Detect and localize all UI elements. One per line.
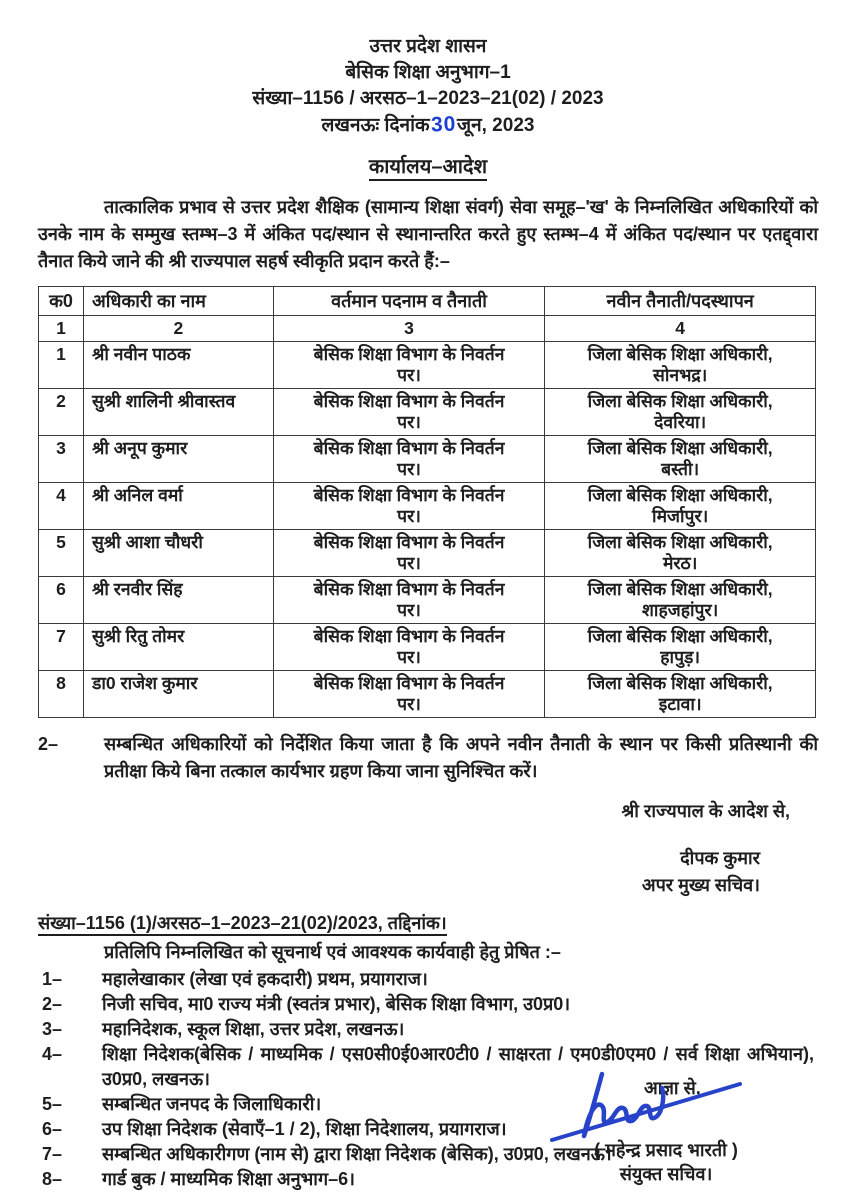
column-number-row — [39, 316, 816, 342]
ajna-se-line: आज्ञा से, — [644, 1078, 701, 1098]
list-item — [38, 1017, 818, 1042]
item-text: सम्बन्धित अधिकारीगण (नाम से) द्वारा शिक्षा निदेशक (बेसिक), उ0प्र0, लखनऊ। — [102, 1144, 612, 1164]
row-sn: 7 — [39, 624, 84, 671]
col-header-new: नवीन तैनाती/पदस्थापन — [545, 287, 816, 316]
colnum-4: 4 — [545, 316, 816, 342]
opening-paragraph: तात्कालिक प्रभाव से उत्तर प्रदेश शैक्षिक (सामान्य शिक्षा संवर्ग) सेवा समूह–'ख' के निम्नलिखित अधिकारियों को उनके नाम के सम्मुख स्तम्भ–3 में अंकित पद/स्थान से स्थानान्तरित करते हुए स्तम्भ–4 में अंकित पद/स्थान पर एतद्द्वारा तैनात किये जाने की श्री राज्यपाल सहर्ष स्वीकृति प्रदान करते हैं:– — [38, 197, 818, 271]
col-header-name: अधिकारी का नाम — [83, 287, 273, 316]
signatory-designation: अपर मुख्य सचिव। — [641, 875, 760, 895]
transfer-table — [38, 286, 816, 718]
joint-secretary-signature-block — [536, 1062, 796, 1182]
row-sn: 2 — [39, 389, 84, 436]
row-sn: 6 — [39, 577, 84, 624]
item-number: 3– — [42, 1019, 63, 1039]
new-posting: जिला बेसिक शिक्षा अधिकारी, हापुड़। — [545, 624, 816, 671]
handwritten-date: 30 — [430, 112, 457, 137]
row-sn: 1 — [39, 342, 84, 389]
new-posting: जिला बेसिक शिक्षा अधिकारी, मेरठ। — [545, 530, 816, 577]
new-posting: जिला बेसिक शिक्षा अधिकारी, शाहजहांपुर। — [545, 577, 816, 624]
list-item — [38, 967, 818, 992]
signatory-name: दीपक कुमार — [680, 848, 760, 868]
table-row — [39, 671, 816, 718]
item-number: 6– — [42, 1119, 63, 1139]
govt-name: उत्तर प्रदेश शासन — [369, 36, 487, 57]
table-row — [39, 577, 816, 624]
table-row — [39, 624, 816, 671]
officer-name: श्री अनिल वर्मा — [83, 483, 273, 530]
colnum-3: 3 — [273, 316, 545, 342]
table-row — [39, 530, 816, 577]
clause-2 — [38, 731, 818, 785]
table-header-row — [39, 287, 816, 316]
current-posting: बेसिक शिक्षा विभाग के निवर्तन पर। — [273, 342, 545, 389]
place-date-suffix: जून, 2023 — [456, 115, 535, 136]
document-header — [38, 34, 818, 139]
item-number: 1– — [42, 969, 63, 989]
row-sn: 3 — [39, 436, 84, 483]
by-order-line: श्री राज्यपाल के आदेश से, — [621, 801, 790, 821]
signatory-block — [38, 845, 818, 899]
table-row — [39, 389, 816, 436]
new-posting: जिला बेसिक शिक्षा अधिकारी, सोनभद्र। — [545, 342, 816, 389]
current-posting: बेसिक शिक्षा विभाग के निवर्तन पर। — [273, 577, 545, 624]
document-title: कार्यालय–आदेश — [38, 152, 818, 179]
current-posting: बेसिक शिक्षा विभाग के निवर्तन पर। — [273, 483, 545, 530]
officer-name: सुश्री शालिनी श्रीवास्तव — [83, 389, 273, 436]
officer-name: श्री रनवीर सिंह — [83, 577, 273, 624]
order-number: संख्या–1156 / अरसठ–1–2023–21(02) / 2023 — [252, 88, 604, 109]
row-sn: 5 — [39, 530, 84, 577]
row-sn: 8 — [39, 671, 84, 718]
place-date-line — [38, 112, 818, 139]
current-posting: बेसिक शिक्षा विभाग के निवर्तन पर। — [273, 530, 545, 577]
new-posting: जिला बेसिक शिक्षा अधिकारी, इटावा। — [545, 671, 816, 718]
current-posting: बेसिक शिक्षा विभाग के निवर्तन पर। — [273, 389, 545, 436]
item-text: निजी सचिव, मा0 राज्य मंत्री (स्वतंत्र प्रभार), बेसिक शिक्षा विभाग, उ0प्र0। — [102, 994, 571, 1014]
row-sn: 4 — [39, 483, 84, 530]
officer-name: सुश्री आशा चौधरी — [83, 530, 273, 577]
clause-2-number: 2– — [38, 734, 59, 754]
endorsement-ref: संख्या–1156 (1)/अरसठ–1–2023–21(02)/2023, तद्दिनांक। — [38, 911, 818, 935]
item-text: महानिदेशक, स्कूल शिक्षा, उत्तर प्रदेश, लखनऊ। — [102, 1019, 405, 1039]
col-header-sn: क0 — [39, 287, 84, 316]
item-number: 5– — [42, 1094, 63, 1114]
current-posting: बेसिक शिक्षा विभाग के निवर्तन पर। — [273, 671, 545, 718]
current-posting: बेसिक शिक्षा विभाग के निवर्तन पर। — [273, 436, 545, 483]
officer-name: श्री अनूप कुमार — [83, 436, 273, 483]
officer-name: श्री नवीन पाठक — [83, 342, 273, 389]
item-number: 8– — [42, 1169, 63, 1189]
col-header-current: वर्तमान पदनाम व तैनाती — [273, 287, 545, 316]
list-item — [38, 992, 818, 1017]
item-number: 4– — [42, 1044, 63, 1064]
place-date-prefix: लखनऊः दिनांक — [321, 115, 430, 136]
clause-2-text: सम्बन्धित अधिकारियों को निर्देशित किया जाता है कि अपने नवीन तैनाती के स्थान पर किसी प्रतिस्थानी की प्रतीक्षा किये बिना तत्काल कार्यभार ग्रहण किया जाना सुनिश्चित करें। — [104, 734, 818, 781]
table-row — [39, 483, 816, 530]
joint-secretary-name: ( महेन्द्र प्रसाद भारती ) — [594, 1140, 738, 1160]
colnum-1: 1 — [39, 316, 84, 342]
joint-secretary-designation: संयुक्त सचिव। — [619, 1164, 713, 1184]
new-posting: जिला बेसिक शिक्षा अधिकारी, बस्ती। — [545, 436, 816, 483]
item-number: 2– — [42, 994, 63, 1014]
copy-forward-line: प्रतिलिपि निम्नलिखित को सूचनार्थ एवं आवश्यक कार्यवाही हेतु प्रेषित :– — [104, 942, 561, 962]
table-row — [39, 342, 816, 389]
officer-name: डा0 राजेश कुमार — [83, 671, 273, 718]
section-name: बेसिक शिक्षा अनुभाग–1 — [345, 62, 511, 83]
item-text: शिक्षा निदेशक(बेसिक / माध्यमिक / एस0सी0ई0आर0टी0 / साक्षरता / एम0डी0एम0 / सर्व शिक्षा अभियान), उ0प्र0, लखनऊ। — [102, 1044, 814, 1089]
item-number: 7– — [42, 1144, 63, 1164]
item-text: महालेखाकार (लेखा एवं हकदारी) प्रथम, प्रयागराज। — [102, 969, 428, 989]
new-posting: जिला बेसिक शिक्षा अधिकारी, देवरिया। — [545, 389, 816, 436]
item-text: उप शिक्षा निदेशक (सेवाएँ–1 / 2), शिक्षा निदेशालय, प्रयागराज। — [102, 1119, 507, 1139]
table-row — [39, 436, 816, 483]
item-text: गार्ड बुक / माध्यमिक शिक्षा अनुभाग–6। — [102, 1169, 355, 1189]
item-text: सम्बन्धित जनपद के जिलाधिकारी। — [102, 1094, 322, 1114]
officer-name: सुश्री रितु तोमर — [83, 624, 273, 671]
colnum-2: 2 — [83, 316, 273, 342]
handwritten-signature — [544, 1066, 774, 1146]
new-posting: जिला बेसिक शिक्षा अधिकारी, मिर्जापुर। — [545, 483, 816, 530]
current-posting: बेसिक शिक्षा विभाग के निवर्तन पर। — [273, 624, 545, 671]
